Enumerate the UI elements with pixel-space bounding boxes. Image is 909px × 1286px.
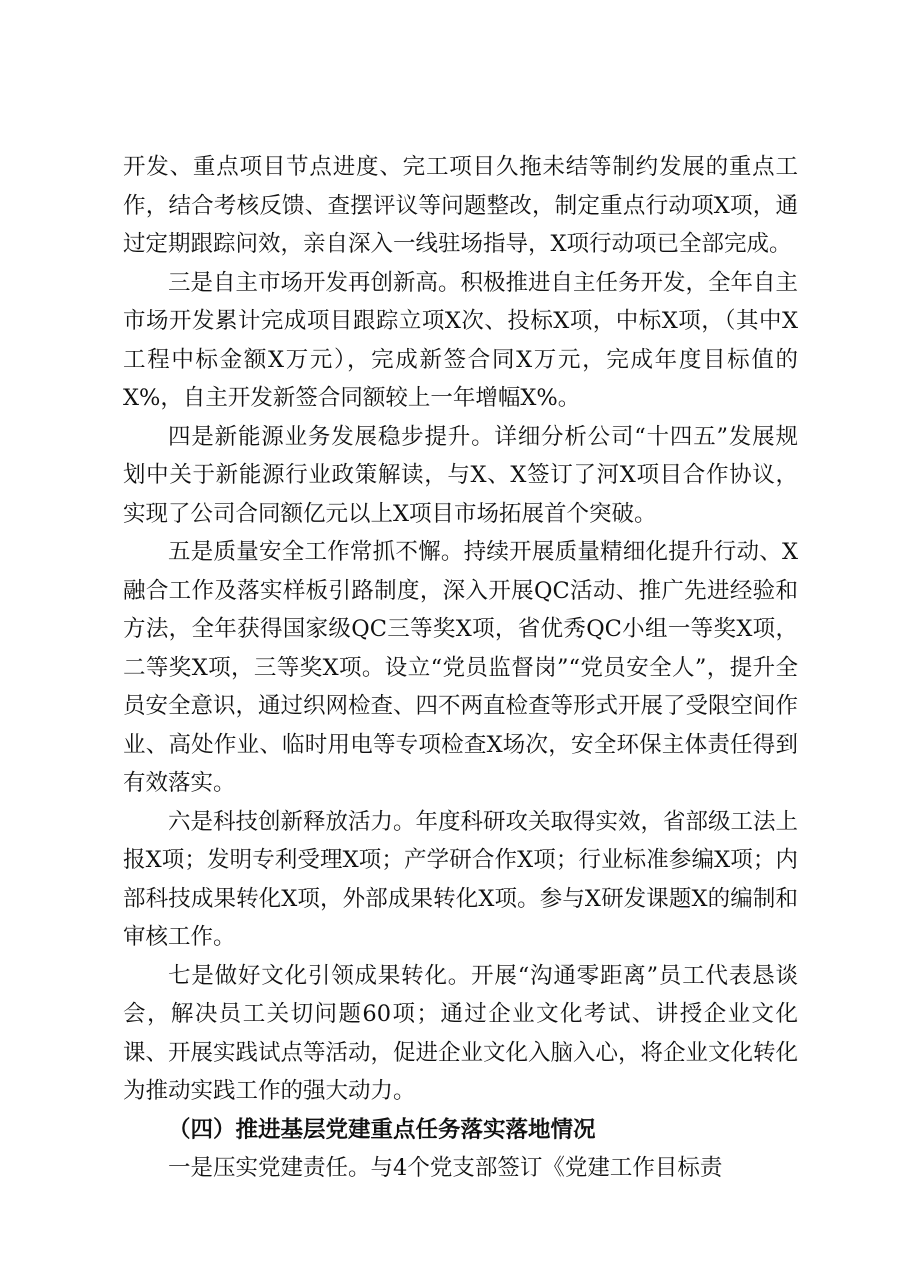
paragraph-party-responsibility: 一是压实党建责任。与4个党支部签订《党建工作目标责 [168,1155,723,1181]
paragraph-new-energy: 四是新能源业务发展稳步提升。详细分析公司“十四五”发展规划中关于新能源行业政策解读，与X、X签订了河X项目合作协议，实现了公司合同额亿元以上X项目市场拓展首个突破。 [123,423,798,527]
paragraph-culture: 七是做好文化引领成果转化。开展“沟通零距离”员工代表恳谈会，解决员工关切问题60项；通过企业文化考试、讲授企业文化课、开展实践试点等活动，促进企业文化入脑入心，将企业文化转化为推动实践工作的强大动力。 [123,962,799,1104]
paragraph-continuation: 开发、重点项目节点进度、完工项目久拖未结等制约发展的重点工作，结合考核反馈、查摆评议等问题整改，制定重点行动项X项，通过定期跟踪问效，亲自深入一线驻场指导，X项行动项已全部完成。 [123,154,798,257]
paragraph-tech-innovation: 六是科技创新释放活力。年度科研攻关取得实效，省部级工法上报X项；发明专利受理X项；产学研合作X项；行业标准参编X项；内部科技成果转化X项，外部成果转化X项。参与X研发课题X的编制和审核工作。 [123,808,799,950]
section-heading: （四）推进基层党建重点任务落实落地情况 [168,1116,596,1143]
paragraph-quality-safety: 五是质量安全工作常抓不懈。持续开展质量精细化提升行动、X融合工作及落实样板引路制度，深入开展QC活动、推广先进经验和方法，全年获得国家级QC三等奖X项，省优秀QC小组一等奖X项，二等奖X项，三等奖X项。设立“党员监督岗”“党员安全人”，提升全员安全意识，通过织网检查、四不两直检查等形式开展了受限空间作业、高处作业、临时用电等专项检查X场次，安全环保主体责任得到有效落实。 [123,539,799,796]
paragraph-market-development: 三是自主市场开发再创新高。积极推进自主任务开发，全年自主市场开发累计完成项目跟踪立项X次、投标X项，中标X项，（其中X工程中标金额X万元），完成新签合同X万元，完成年度目标值的X%，自主开发新签合同额较上一年增幅X%。 [123,269,799,411]
document-page [123,148,798,1188]
